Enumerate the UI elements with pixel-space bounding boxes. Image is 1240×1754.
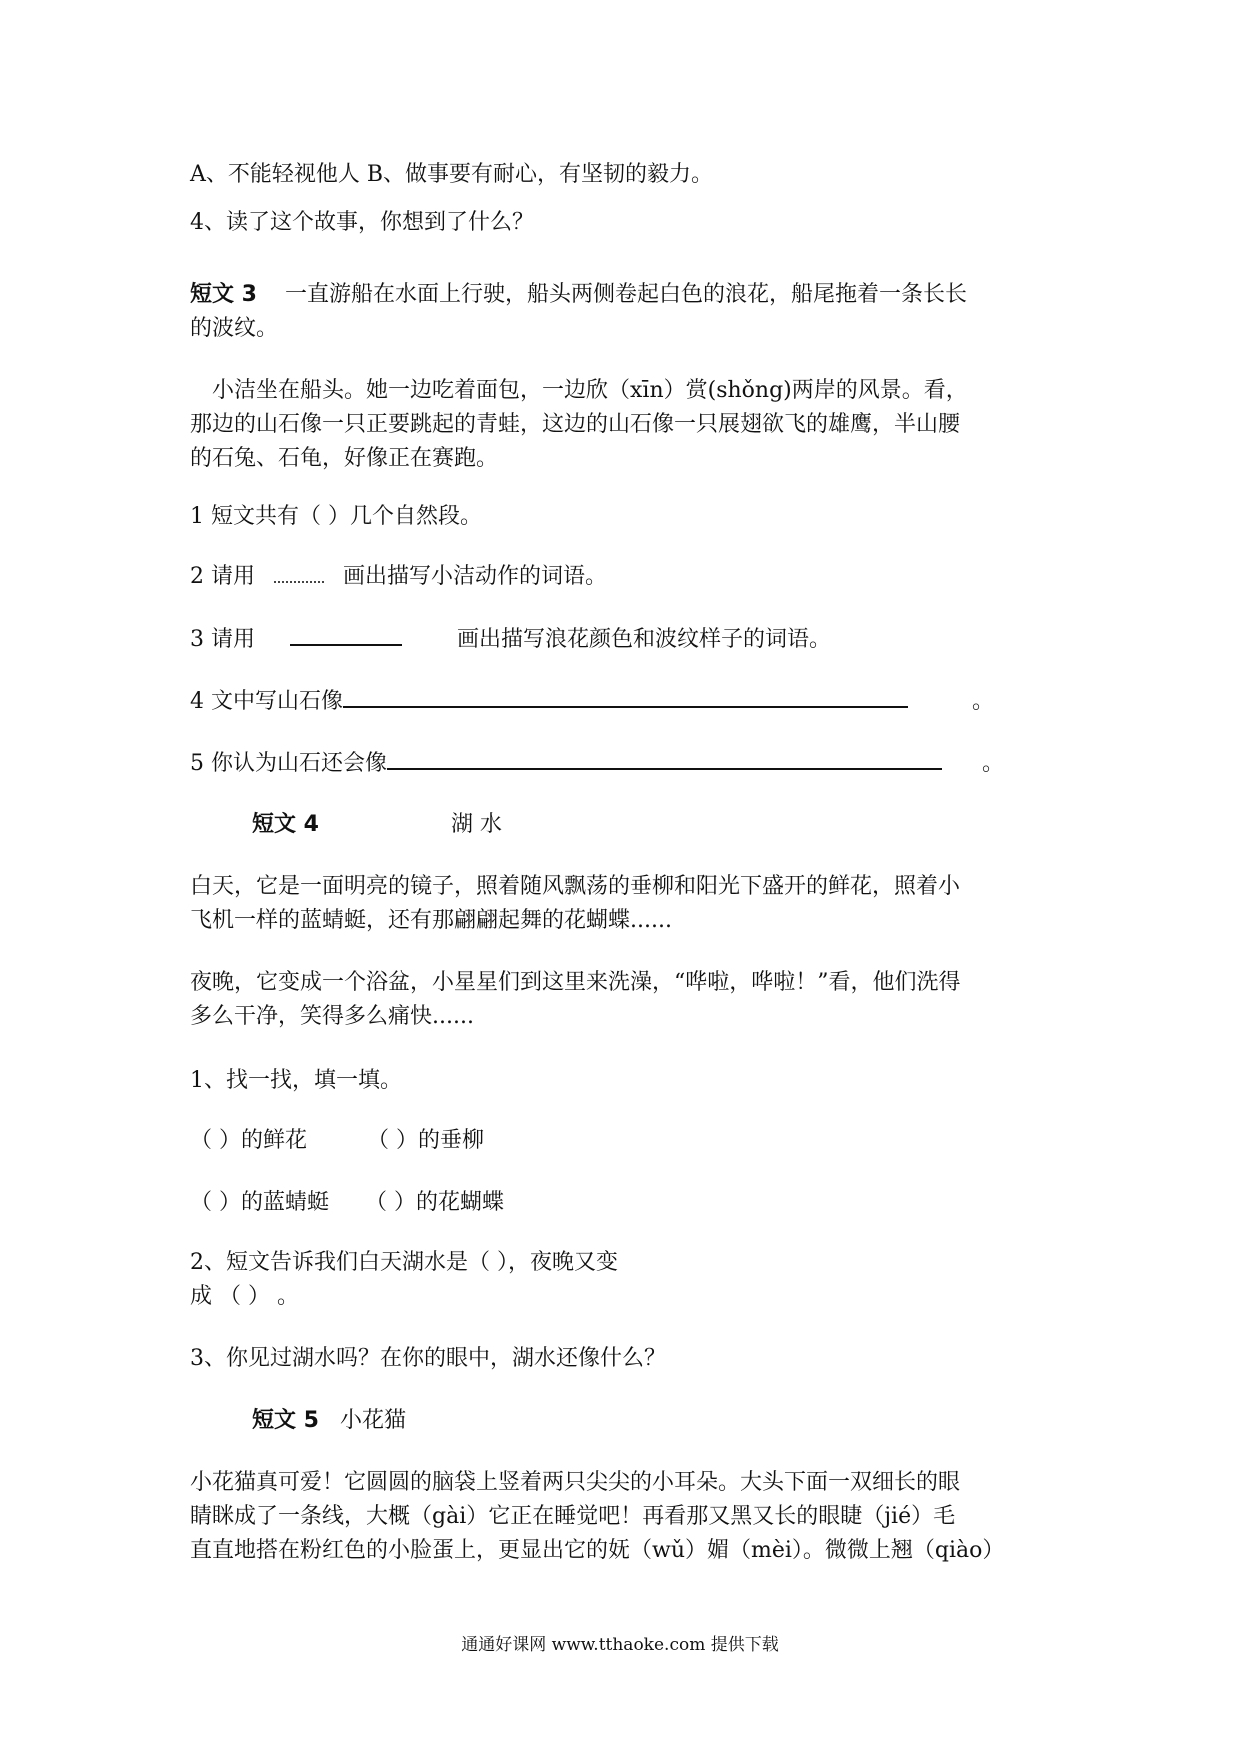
question-3 — [190, 620, 831, 657]
question-2: 成 （ ） 。 — [190, 1284, 299, 1309]
question-1: 1 短文共有（ ）几个自然段。 — [190, 504, 482, 529]
question-5 — [190, 744, 1004, 781]
fill-item[interactable]: （ ）的蓝蜻蜓 — [190, 1190, 329, 1215]
fill-item[interactable]: （ ）的花蝴蝶 — [365, 1190, 504, 1215]
question-text: 。 — [972, 689, 995, 714]
passage4-line: 飞机一样的蓝蜻蜓，还有那翩翩起舞的花蝴蝶...... — [190, 908, 672, 933]
question-3: 3、你见过湖水吗？在你的眼中，湖水还像什么？ — [190, 1346, 666, 1371]
passage5-line: 小花猫真可爱！它圆圆的脑袋上竖着两只尖尖的小耳朵。大头下面一双细长的眼 — [190, 1470, 961, 1495]
question-text: 5 你认为山石还会像 — [190, 751, 387, 776]
answer-blank[interactable] — [343, 682, 908, 708]
passage3-text: 一直游船在水面上行驶，船头两侧卷起白色的浪花，船尾拖着一条长长 — [284, 282, 967, 307]
passage3-heading: 短文 3 — [190, 282, 257, 307]
question-text: 。 — [982, 751, 1005, 776]
passage5-line: 睛眯成了一条线，大概（gài）它正在睡觉吧！再看那又黑又长的眼睫（jié）毛 — [190, 1504, 956, 1529]
question-text: 画出描写浪花颜色和波纹样子的词语。 — [457, 627, 832, 652]
fill-item[interactable]: （ ）的垂柳 — [367, 1128, 484, 1153]
answer-blank[interactable] — [387, 744, 942, 770]
fill-row — [190, 1186, 504, 1220]
wavy-line-mark — [274, 563, 324, 583]
option-line: A、不能轻视他人 B、做事要有耐心，有坚韧的毅力。 — [190, 162, 714, 187]
question-text: 2 请用 — [190, 564, 255, 589]
page-footer: 通通好课网 www.tthaoke.com 提供下载 — [461, 1635, 779, 1655]
fill-row — [190, 1124, 484, 1158]
question-2 — [190, 560, 607, 594]
passage3-line — [190, 278, 967, 312]
answer-blank[interactable] — [290, 620, 402, 646]
question-text: 3 请用 — [190, 627, 255, 652]
passage5-heading-line — [252, 1404, 406, 1438]
question-line: 4、读了这个故事，你想到了什么？ — [190, 210, 534, 235]
passage4-line: 夜晚，它变成一个浴盆，小星星们到这里来洗澡，“哗啦，哗啦！”看，他们洗得 — [190, 970, 961, 995]
question-1: 1、找一找，填一填。 — [190, 1068, 402, 1093]
question-4 — [190, 682, 994, 719]
question-text: 4 文中写山石像 — [190, 689, 343, 714]
passage4-title: 湖 水 — [450, 812, 502, 837]
passage3-line: 那边的山石像一只正要跳起的青蛙，这边的山石像一只展翅欲飞的雄鹰，半山腰 — [190, 412, 961, 437]
fill-item[interactable]: （ ）的鲜花 — [190, 1128, 307, 1153]
passage4-line: 白天，它是一面明亮的镜子，照着随风飘荡的垂柳和阳光下盛开的鲜花，照着小 — [190, 874, 961, 899]
passage3-line: 的石兔、石龟，好像正在赛跑。 — [190, 446, 499, 471]
passage3-line: 的波纹。 — [190, 316, 279, 341]
passage4-line: 多么干净，笑得多么痛快...... — [190, 1004, 474, 1029]
passage5-line: 直直地搭在粉红色的小脸蛋上，更显出它的妩（wǔ）媚（mèi）。微微上翘（qiào） — [190, 1538, 1005, 1563]
passage4-heading-line — [252, 808, 502, 842]
passage3-line: 小洁坐在船头。她一边吃着面包，一边欣（xīn）赏(shǒng)两岸的风景。看， — [212, 378, 968, 403]
passage5-heading: 短文 5 — [252, 1408, 319, 1433]
passage4-heading: 短文 4 — [252, 812, 319, 837]
question-2: 2、短文告诉我们白天湖水是（ ），夜晚又变 — [190, 1250, 618, 1275]
question-text: 画出描写小洁动作的词语。 — [343, 564, 608, 589]
passage5-title: 小花猫 — [339, 1408, 406, 1433]
